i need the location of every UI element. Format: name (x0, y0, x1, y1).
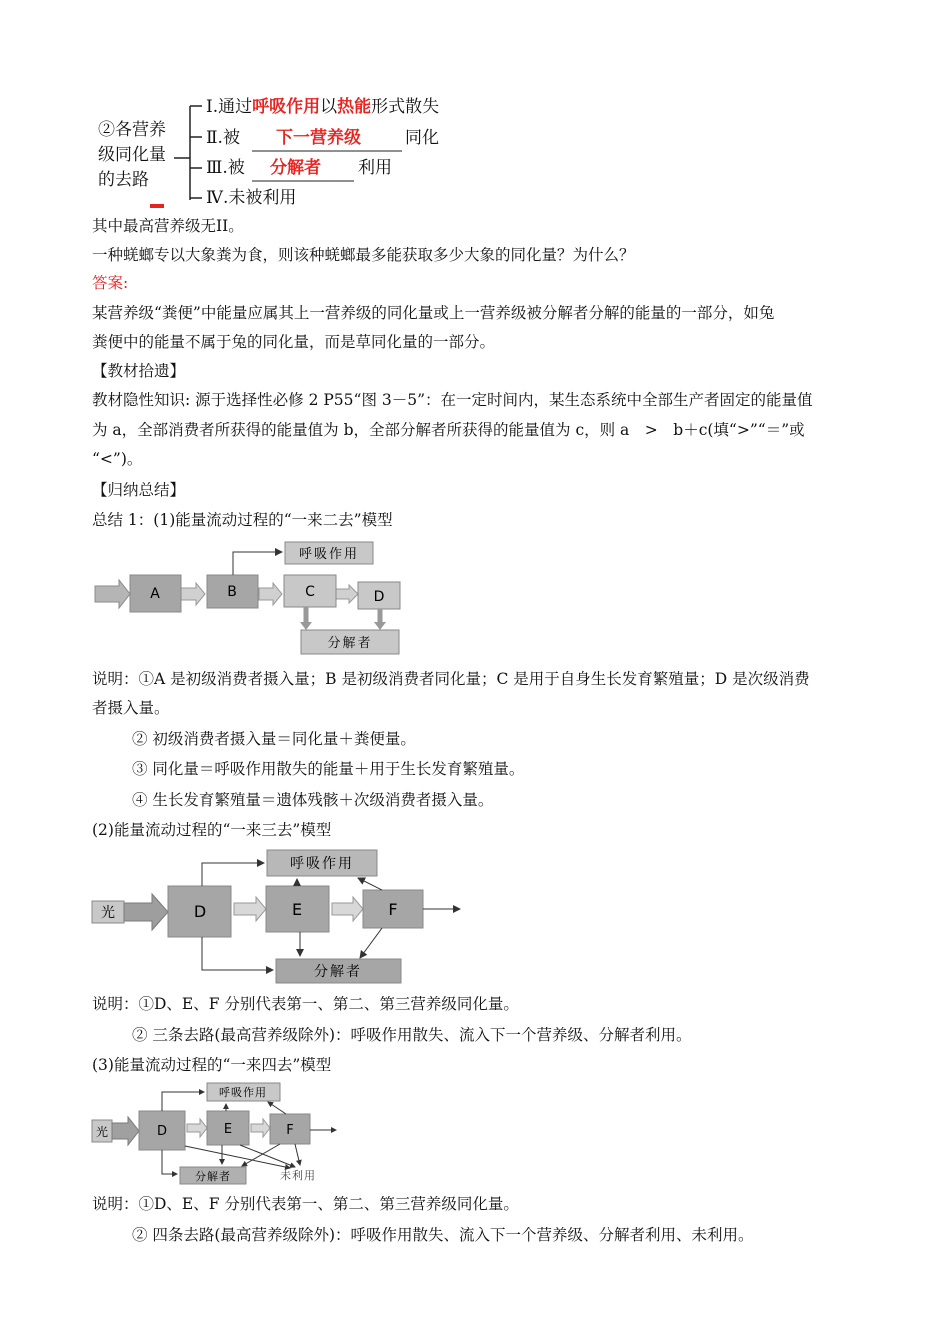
answer-next-level: 下一营养级 (276, 128, 361, 148)
arrow-b-respiration (233, 552, 282, 575)
m2-note2: ② 三条去路(最高营养级除外)：呼吸作用散失、流入下一个营养级、分解者利用。 (132, 1026, 692, 1044)
m1-note3: ③ 同化量＝呼吸作用散失的能量＋用于生长发育繁殖量。 (132, 760, 525, 778)
model-one-in-three-out (90, 846, 470, 986)
model-one-in-two-out (92, 536, 412, 660)
label-f: F (286, 1123, 294, 1138)
label-a: A (150, 586, 160, 602)
m3-note2: ② 四条去路(最高营养级除外)：呼吸作用散失、流入下一个营养级、分解者利用、未利用。 (132, 1226, 754, 1244)
textbook-line-3: “<”)。 (92, 450, 143, 468)
m3-note1: 说明：①D、E、F 分别代表第一、第二、第三营养级同化量。 (92, 1195, 519, 1213)
summary-heading: 【归纳总结】 (92, 481, 186, 499)
answer-line-1: 某营养级“粪便”中能量应属其上一营养级的同化量或上一营养级被分解者分解的能量的一部分，如兔 (92, 304, 775, 322)
arrow-f-decomposer (360, 928, 382, 958)
arrow-e-f (251, 1119, 270, 1137)
answer-respiration: 呼吸作用 (252, 97, 321, 117)
label-d: D (193, 902, 207, 921)
m1-note1-line1: 说明：①A 是初级消费者摄入量；B 是初级消费者同化量；C 是用于自身生长发育繁殖量；D 是次级消费 (92, 670, 810, 688)
arrow-d-e (187, 1119, 207, 1137)
summary3-title: (3)能量流动过程的“一来四去”模型 (92, 1056, 332, 1074)
label-decomposer: 分解者 (195, 1170, 231, 1183)
label-respiration: 呼吸作用 (290, 856, 354, 872)
model-one-in-four-out (90, 1080, 350, 1186)
answer-heat: 热能 (337, 97, 372, 117)
note-top: 其中最高营养级无II。 (92, 217, 244, 235)
label-light: 光 (95, 1125, 109, 1139)
label-decomposer: 分解者 (327, 636, 373, 651)
arrow-f-unused (295, 1144, 300, 1165)
label-b: B (227, 584, 237, 600)
arrow-d-respiration (202, 863, 264, 886)
answer-label: 答案: (92, 274, 129, 292)
label-light: 光 (101, 905, 115, 921)
fate-item-2-suffix: 同化 (405, 128, 439, 148)
fate-item-3: Ⅲ.被 (206, 158, 245, 178)
label-respiration: 呼吸作用 (219, 1086, 267, 1099)
answer-decomposer: 分解者 (270, 158, 321, 178)
fate-label-line2: 级同化量 (98, 145, 166, 165)
answer-line-2: 粪便中的能量不属于兔的同化量，而是草同化量的一部分。 (92, 333, 496, 351)
arrow-d-decomposer (162, 1150, 177, 1174)
label-c: C (305, 584, 315, 600)
arrow-d-decomposer (202, 937, 273, 970)
textbook-line-2: 为 a，全部消费者所获得的能量值为 b，全部分解者所获得的能量值为 c，则 a > b＋c(填“>”“＝”或 (92, 421, 805, 439)
arrow-d-respiration (162, 1092, 204, 1111)
question: 一种蜣螂专以大象粪为食，则该种蜣螂最多能获取多少大象的同化量？为什么？ (92, 246, 635, 264)
arrow-f-respiration (358, 878, 382, 890)
m1-note1-line2: 者摄入量。 (92, 699, 170, 717)
arrow-light-d (124, 894, 168, 930)
arrow-f-decomposer (242, 1144, 280, 1166)
fate-item-3-suffix: 利用 (358, 158, 392, 178)
fate-item-4: Ⅳ.未被利用 (206, 188, 297, 208)
label-d: D (373, 589, 385, 605)
label-e: E (223, 1122, 233, 1137)
label-decomposer: 分解者 (314, 964, 362, 980)
m1-note2: ② 初级消费者摄入量＝同化量＋粪便量。 (132, 730, 416, 748)
fate-item-2: Ⅱ.被 (206, 128, 240, 148)
m2-note1: 说明：①D、E、F 分别代表第一、第二、第三营养级同化量。 (92, 995, 519, 1013)
m1-note4: ④ 生长发育繁殖量＝遗体残骸＋次级消费者摄入量。 (132, 791, 494, 809)
summary1-title: 总结 1：(1)能量流动过程的“一来二去”模型 (92, 511, 393, 529)
textbook-line-1: 教材隐性知识: 源于选择性必修 2 P55“图 3－5”：在一定时间内，某生态系统中全部生产者固定的能量值 (92, 391, 813, 409)
textbook-heading: 【教材拾遗】 (92, 362, 186, 380)
label-unused: 未利用 (280, 1169, 316, 1182)
arrow-e-f (332, 897, 363, 921)
fate-item-1: Ⅰ.通过呼吸作用以热能形式散失 (206, 97, 440, 117)
summary2-title: (2)能量流动过程的“一来三去”模型 (92, 821, 332, 839)
arrow-d-e (234, 897, 266, 921)
input-arrow (95, 580, 130, 608)
label-f: F (388, 900, 398, 919)
fate-label-line1: ②各营养 (98, 120, 166, 140)
arrow-b-c (259, 583, 282, 605)
arrow-light-d (112, 1117, 139, 1145)
arrow-f-respiration (268, 1102, 286, 1114)
label-e: E (291, 900, 303, 919)
arrow-c-d (336, 585, 358, 603)
fate-label-line3: 的去路 (98, 170, 149, 190)
arrow-a-b (181, 583, 205, 605)
label-d: D (156, 1124, 168, 1139)
label-respiration: 呼吸作用 (298, 547, 360, 562)
arrow-d-unused (185, 1146, 290, 1168)
